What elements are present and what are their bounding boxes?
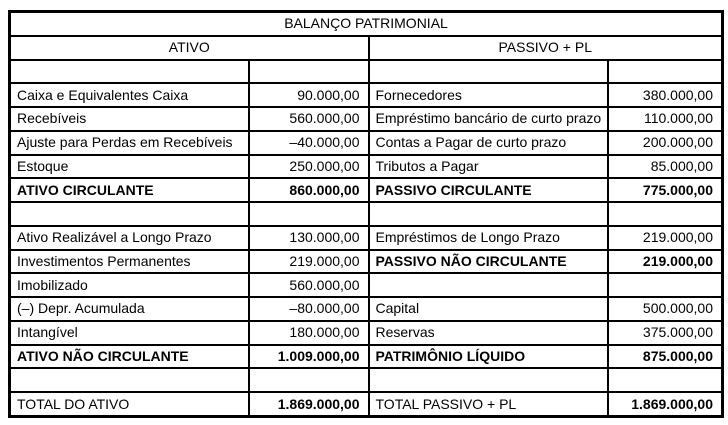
amount-cell: 560.000,00 bbox=[249, 273, 369, 297]
passivo-header: PASSIVO + PL bbox=[369, 36, 723, 60]
amount-cell: 90.000,00 bbox=[249, 83, 369, 107]
account-label-cell: Contas a Pagar de curto prazo bbox=[369, 131, 608, 155]
amount-cell: 180.000,00 bbox=[249, 321, 369, 345]
amount-cell bbox=[608, 368, 723, 392]
account-label-cell bbox=[369, 273, 608, 297]
section-header-row bbox=[10, 36, 723, 60]
ativo-header: ATIVO bbox=[10, 36, 369, 60]
account-label-cell: Reservas bbox=[369, 321, 608, 345]
amount-cell: –80.000,00 bbox=[249, 297, 369, 321]
account-label-cell: (–) Depr. Acumulada bbox=[10, 297, 249, 321]
account-label-cell: Investimentos Permanentes bbox=[10, 250, 249, 274]
amount-cell: 775.000,00 bbox=[608, 178, 723, 202]
table-row bbox=[10, 250, 723, 274]
spacer-row bbox=[10, 60, 723, 84]
table-row bbox=[10, 273, 723, 297]
account-label-cell: PASSIVO NÃO CIRCULANTE bbox=[369, 250, 608, 274]
amount-cell: 380.000,00 bbox=[608, 83, 723, 107]
amount-cell: 110.000,00 bbox=[608, 107, 723, 131]
account-label-cell: ATIVO CIRCULANTE bbox=[10, 178, 249, 202]
account-label-cell: Intangível bbox=[10, 321, 249, 345]
table-row bbox=[10, 155, 723, 179]
account-label-cell: TOTAL DO ATIVO bbox=[10, 392, 249, 416]
amount-cell bbox=[608, 60, 723, 84]
amount-cell: 1.869.000,00 bbox=[249, 392, 369, 416]
table-row bbox=[10, 131, 723, 155]
amount-cell: 219.000,00 bbox=[608, 226, 723, 250]
account-label-cell bbox=[10, 368, 249, 392]
account-label-cell: ATIVO NÃO CIRCULANTE bbox=[10, 345, 249, 369]
balance-sheet-table bbox=[8, 10, 724, 418]
table-row bbox=[10, 321, 723, 345]
account-label-cell: Fornecedores bbox=[369, 83, 608, 107]
account-label-cell: PATRIMÔNIO LÍQUIDO bbox=[369, 345, 608, 369]
amount-cell: 130.000,00 bbox=[249, 226, 369, 250]
amount-cell: 375.000,00 bbox=[608, 321, 723, 345]
amount-cell: 85.000,00 bbox=[608, 155, 723, 179]
amount-cell: 1.869.000,00 bbox=[608, 392, 723, 416]
amount-cell: –40.000,00 bbox=[249, 131, 369, 155]
account-label-cell: Capital bbox=[369, 297, 608, 321]
amount-cell: 875.000,00 bbox=[608, 345, 723, 369]
total-row bbox=[10, 392, 723, 416]
amount-cell: 860.000,00 bbox=[249, 178, 369, 202]
amount-cell bbox=[249, 368, 369, 392]
subtotal-row bbox=[10, 345, 723, 369]
account-label-cell: Tributos a Pagar bbox=[369, 155, 608, 179]
table-row bbox=[10, 226, 723, 250]
amount-cell: 219.000,00 bbox=[249, 250, 369, 274]
amount-cell bbox=[249, 60, 369, 84]
amount-cell bbox=[608, 202, 723, 226]
account-label-cell: Ativo Realizável a Longo Prazo bbox=[10, 226, 249, 250]
account-label-cell: Empréstimo bancário de curto prazo bbox=[369, 107, 608, 131]
account-label-cell: Imobilizado bbox=[10, 273, 249, 297]
amount-cell bbox=[249, 202, 369, 226]
amount-cell: 560.000,00 bbox=[249, 107, 369, 131]
subtotal-row bbox=[10, 178, 723, 202]
account-label-cell: Ajuste para Perdas em Recebíveis bbox=[10, 131, 249, 155]
account-label-cell: Estoque bbox=[10, 155, 249, 179]
amount-cell: 200.000,00 bbox=[608, 131, 723, 155]
account-label-cell: Empréstimos de Longo Prazo bbox=[369, 226, 608, 250]
table-row bbox=[10, 297, 723, 321]
amount-cell: 500.000,00 bbox=[608, 297, 723, 321]
page-title: BALANÇO PATRIMONIAL bbox=[10, 12, 723, 36]
account-label-cell: Caixa e Equivalentes Caixa bbox=[10, 83, 249, 107]
table-row bbox=[10, 83, 723, 107]
spacer-row bbox=[10, 368, 723, 392]
title-row bbox=[10, 12, 723, 36]
account-label-cell: Recebíveis bbox=[10, 107, 249, 131]
table-row bbox=[10, 107, 723, 131]
account-label-cell bbox=[10, 60, 249, 84]
account-label-cell bbox=[369, 60, 608, 84]
account-label-cell: PASSIVO CIRCULANTE bbox=[369, 178, 608, 202]
amount-cell: 250.000,00 bbox=[249, 155, 369, 179]
spacer-row bbox=[10, 202, 723, 226]
amount-cell bbox=[608, 273, 723, 297]
account-label-cell: TOTAL PASSIVO + PL bbox=[369, 392, 608, 416]
account-label-cell bbox=[369, 368, 608, 392]
account-label-cell bbox=[369, 202, 608, 226]
account-label-cell bbox=[10, 202, 249, 226]
amount-cell: 1.009.000,00 bbox=[249, 345, 369, 369]
amount-cell: 219.000,00 bbox=[608, 250, 723, 274]
